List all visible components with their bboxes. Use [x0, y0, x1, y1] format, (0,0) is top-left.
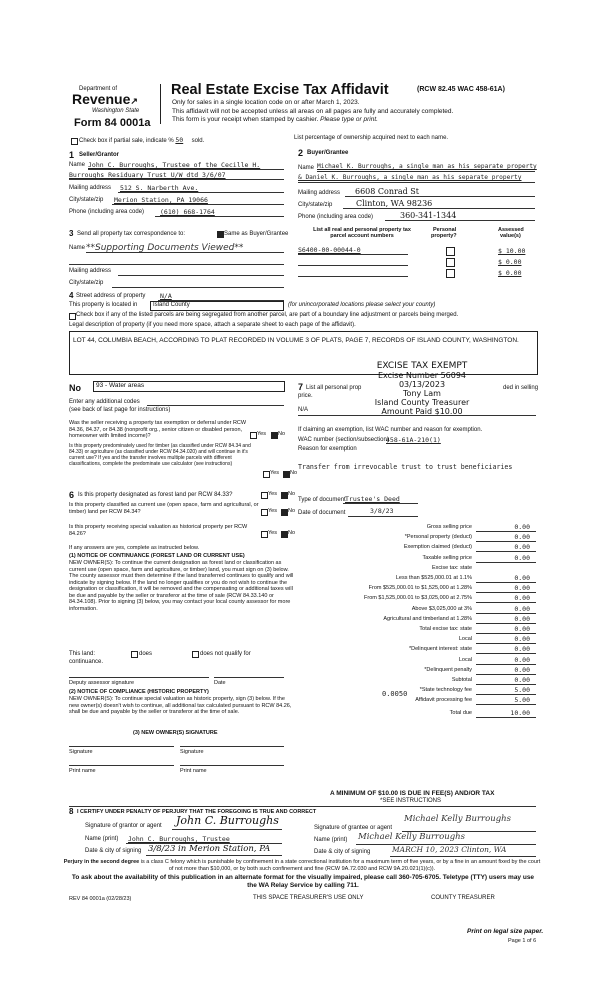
- parcels-header-3: Assessed: [498, 227, 524, 233]
- tax-row-label: From $525,000.01 to $1,525,000 at 1.28%: [368, 585, 472, 592]
- notice-1-title: (1) NOTICE OF CONTINUANCE (FOREST LAND OR CURRENT USE): [69, 553, 245, 559]
- timber-yes-label: Yes: [270, 470, 279, 476]
- land-does-label: does: [139, 651, 153, 657]
- tax-row-value[interactable]: 5.00: [514, 696, 530, 705]
- section-2-number: 2: [298, 148, 304, 158]
- land-does-checkbox[interactable]: [131, 651, 138, 658]
- subtitle-3: This form is your receipt when stamped by cashier. Please type or print.: [172, 116, 378, 123]
- assessed-value-2: $ 0.00: [498, 258, 522, 266]
- correspondence-label: Send all property tax correspondence to:: [77, 231, 186, 237]
- notice-2-body: NEW OWNER(S): To continue special valuation as historic property, sign (3) below. If the new owner(s) doesn't wish to continue, all additional tax calculated pursuant to RCW 84.26, shall be due and payable by the seller or transferor at the time of sale.: [69, 696, 292, 715]
- street-value: N/A: [160, 292, 172, 300]
- exemption-deferral-no-label: No: [278, 431, 286, 437]
- seller-name-label: Name: [69, 162, 86, 168]
- county-select[interactable]: Island County: [150, 301, 284, 311]
- tax-row-label: *State technology fee: [419, 687, 472, 694]
- minimum-notice: A MINIMUM OF $10.00 IS DUE IN FEE(S) AND/OR TAX: [330, 790, 495, 797]
- price-label: price.: [298, 393, 313, 399]
- forest-yes-label: Yes: [268, 491, 277, 497]
- personal-property-checkbox-2[interactable]: [446, 258, 455, 267]
- grantee-name-label: Name (print): [314, 837, 348, 843]
- tax-row-value[interactable]: 10.00: [510, 708, 530, 717]
- buyer-city: Clinton, WA 98236: [356, 199, 433, 208]
- assessed-value-1: $ 10.00: [498, 247, 526, 255]
- timber-no-label: No: [290, 470, 298, 476]
- tax-row-value[interactable]: 0.00: [514, 614, 530, 623]
- stamp-line-4: Tony Lam: [403, 389, 441, 398]
- section-4-number: 4: [69, 291, 74, 300]
- reason-value: Transfer from irrevocable trust to trust beneficiaries: [298, 463, 513, 471]
- section-3-number: 3: [69, 229, 74, 238]
- seller-address: 512 S. Narberth Ave.: [120, 184, 199, 192]
- subtitle-2: This affidavit will not be accepted unless all areas on all pages are fully and accurately completed.: [172, 108, 454, 115]
- tax-row-label: Subtotal: [451, 677, 472, 683]
- forest-no-label: No: [288, 491, 296, 497]
- section-8-number: 8: [69, 807, 74, 816]
- tax-row-value[interactable]: 5.00: [514, 686, 530, 695]
- legal-description-text: LOT 44, COLUMBIA BEACH, ACCORDING TO PLAT RECORDED IN VOLUME 3 OF PLATS, PAGE 7, RECORDS OF ISLAND COUNTY, WASHINGTON.: [73, 337, 519, 344]
- tax-row-label: *Delinquent penalty: [424, 666, 472, 673]
- form-revision: REV 84 0001a (02/28/23): [69, 896, 132, 902]
- county-label: This property is located in: [69, 302, 138, 308]
- logo-swoosh-icon: ↗: [130, 96, 138, 106]
- notice-3-title: (3) NEW OWNER(S) SIGNATURE: [133, 730, 218, 736]
- land-does-not-checkbox[interactable]: [192, 651, 199, 658]
- tax-row-value[interactable]: 0.00: [514, 594, 530, 603]
- supporting-docs-overlay: **Supporting Documents Viewed**: [86, 243, 244, 253]
- land-use-select[interactable]: 93 - Water areas: [93, 381, 285, 392]
- assessed-value-3: $ 0.00: [498, 269, 522, 277]
- page-number: Page 1 of 6: [508, 938, 537, 944]
- tax-row-value[interactable]: 0.00: [514, 665, 530, 674]
- parcels-header-3b: value(s): [500, 233, 521, 239]
- historic-no[interactable]: [281, 531, 288, 538]
- grantor-name: John C. Burroughs, Trustee: [128, 835, 230, 843]
- personal-property-label: List all personal prop: [306, 385, 362, 391]
- notice-1-body: NEW OWNER(S): To continue the current designation as forest land or classification as current use (open space, farm and agriculture, or timber) land, you must sign on (3) below. The county assessor must then determine if the land transferred continues to qualify and will indicate by signing below. If the land no longer qualifies or you do not wish to continue the designation or classification, it will be removed and the compensating or additional taxes will be due and payable by the seller or transferor at the time of sale (RCW 84.33.140 or 84.34.108). Prior to signing (3) below, you may contact your local county assessor for more information.: [69, 560, 294, 612]
- forest-yes[interactable]: [261, 492, 268, 499]
- tax-row-value[interactable]: 0.00: [514, 625, 530, 633]
- doc-type-value: Trustee's Deed: [345, 495, 400, 503]
- current-use-yes[interactable]: [261, 509, 268, 516]
- tax-row-label: Exemption claimed (deduct): [403, 544, 472, 551]
- owner-print-name-label-1: Print name: [69, 768, 96, 774]
- tax-row-value[interactable]: 0.00: [514, 543, 530, 552]
- segregate-checkbox[interactable]: [69, 313, 76, 320]
- timber-question: Is this property predominately used for timber (as classified under RCW 84.34 and 84.33) or agriculture (as classified under RCW 84.34.020) and will continue in it's current use? If yes and the transfer involves multiple parcels with different classifications, complete the predominate use calculator (see instructions): [69, 443, 251, 467]
- section-7-number: 7: [298, 382, 304, 392]
- form-title: Real Estate Excise Tax Affidavit: [171, 82, 389, 98]
- timber-no[interactable]: [283, 471, 290, 478]
- buyer-heading: Buyer/Grantee: [307, 150, 349, 156]
- legal-description-label: Legal description of property (if you need more space, attach a separate sheet to each page of the affidavit).: [69, 322, 356, 328]
- grantor-signature: John C. Burroughs: [176, 814, 279, 827]
- tax-row-label: Above $3,025,000 at 3%: [411, 605, 472, 612]
- historic-no-label: No: [288, 530, 296, 536]
- rcw-reference: (RCW 82.45 WAC 458-61A): [417, 86, 505, 93]
- land-does-not-label: does not qualify for: [200, 651, 251, 657]
- tax-row-value[interactable]: 0.00: [514, 676, 530, 684]
- exemption-claim-note: If claiming an exemption, list WAC number and reason for exemption.: [298, 427, 483, 433]
- seller-heading: Seller/Grantor: [79, 152, 120, 158]
- tax-row-label: From $1,525,000.01 to $3,025,000 at 2.75%: [364, 595, 472, 602]
- buyer-phone-label: Phone (including area code): [298, 214, 374, 220]
- seller-phone: (610) 668-1764: [160, 208, 215, 216]
- perjury-notice: Perjury in the second degree is a class C felony which is punishable by confinement in a state correctional institution for a maximum term of five years, or by a fine in an amount fixed by the court of not more than $10,000, or by both such confinement and fine (RCW 9A.72.030 and RCW 9A.20.021(1)(c)).: [63, 859, 541, 872]
- legal-paper-note: Print on legal size paper.: [467, 928, 544, 935]
- answers-note: If any answers are yes, complete as instructed below.: [69, 545, 200, 551]
- continuance-label: continuance.: [69, 659, 104, 665]
- seller-city-label: City/state/zip: [69, 197, 104, 203]
- seller-address-label: Mailing address: [69, 185, 112, 191]
- stamp-line-2: Excise Number 56094: [377, 371, 467, 380]
- parcels-header-1: List all real and personal property tax: [313, 227, 411, 233]
- tax-row-label: *Personal property (deduct): [404, 534, 472, 541]
- owner-signature-label-1: Signature: [69, 749, 93, 755]
- wac-number: 458-61A-210(1): [386, 436, 441, 444]
- segregate-label: Check box if any of the listed parcels are being segregated from another parcel, are part of a boundary line adjustment or parcels being merged.: [76, 312, 459, 318]
- seller-city: Merion Station, PA 19066: [114, 196, 208, 204]
- accessibility-notice: To ask about the availability of this publication in an alternate format for the visually impaired, please call 360-705-6705. Teletype (TTY) users may use the WA Relay Service by calling 711.: [71, 874, 535, 889]
- revenue-logo: Revenue↗: [72, 91, 138, 107]
- stamp-line-3: 03/13/2023: [398, 380, 446, 389]
- grantor-date-city: 3/8/23 in Merion Station, PA: [148, 844, 271, 854]
- grantee-date-city: MARCH 10, 2023 Clinton, WA: [392, 845, 507, 854]
- buyer-name-label: Name: [298, 165, 315, 171]
- buyer-address-label: Mailing address: [298, 190, 341, 196]
- tax-row-label: Total due: [449, 709, 472, 716]
- section-5-number: No: [69, 383, 81, 393]
- grantor-date-label: Date & city of signing: [85, 848, 142, 854]
- header-divider: [160, 84, 161, 124]
- historic-yes-label: Yes: [268, 530, 277, 536]
- stamp-line-5: Island County Treasurer: [374, 398, 470, 407]
- personal-property-checkbox-1[interactable]: [446, 247, 455, 256]
- see-instructions: *SEE INSTRUCTIONS: [380, 798, 442, 804]
- corr-name-label: Name: [69, 245, 86, 251]
- treasurer-use-only: THIS SPACE TREASURER'S USE ONLY: [253, 895, 364, 901]
- tax-row-label: Local: [458, 636, 472, 643]
- county-note: (for unincorporated locations please select your county): [288, 302, 436, 308]
- exemption-deferral-no[interactable]: [271, 432, 278, 439]
- parcels-header-2: Personal: [433, 227, 457, 233]
- form-number: Form 84 0001a: [74, 117, 151, 129]
- this-land-label: This land:: [69, 651, 96, 657]
- buyer-name-line1: Michael K. Burroughs, a single man as his separate property: [317, 163, 537, 170]
- grantee-signature: Michael Kelly Burroughs: [404, 814, 511, 824]
- exemption-deferral-question: Was the seller receiving a property tax exemption or deferral under RCW 84.36, 84.37, or 84.38 (nonprofit org., senior citizen or disabled person, homeowner with limited income)?: [69, 420, 247, 439]
- tax-row-value[interactable]: 0.00: [514, 533, 530, 542]
- exempt-stamp: [352, 361, 492, 416]
- grantee-date-label: Date & city of signing: [314, 849, 371, 855]
- tax-row-value[interactable]: 0.00: [514, 553, 530, 562]
- deputy-date-label: Date: [214, 680, 226, 686]
- seller-name-line1: John C. Burroughs, Trustee of the Cecille H.: [88, 161, 261, 169]
- tax-row-label: Affidavit processing fee: [415, 697, 472, 704]
- current-use-yes-label: Yes: [268, 508, 277, 514]
- forest-land-question: Is this property designated as forest land per RCW 84.33?: [78, 492, 233, 498]
- partial-sale-label: Check box if partial sale, indicate % 50 sold.: [79, 136, 205, 144]
- parcels-header-2b: property?: [431, 233, 457, 239]
- reason-label: Reason for exemption: [298, 446, 357, 452]
- tax-row-label: Taxable selling price: [422, 554, 472, 561]
- owner-signature-label-2: Signature: [180, 749, 204, 755]
- grantee-name: Michael Kelly Burroughs: [358, 832, 465, 842]
- ownership-note: List percentage of ownership acquired next to each name.: [294, 135, 449, 141]
- corr-address-label: Mailing address: [69, 268, 112, 274]
- buyer-city-label: City/state/zip: [298, 202, 333, 208]
- local-rate: 0.0050: [382, 690, 408, 698]
- additional-codes-note: (see back of last page for instructions): [69, 407, 171, 413]
- seller-phone-label: Phone (including area code): [69, 209, 145, 215]
- tax-row-value[interactable]: 0.00: [514, 523, 530, 531]
- tax-row-value[interactable]: 0.00: [514, 645, 530, 654]
- tax-row-label: Excise tax: state: [431, 564, 472, 571]
- current-use-question: Is this property classified as current use (open space, farm and agricultural, or timber) land per RCW 84.34?: [69, 502, 259, 515]
- same-as-buyer-checkbox[interactable]: [217, 231, 224, 238]
- tax-row-label: Gross selling price: [426, 524, 472, 530]
- tax-row-value[interactable]: 0.00: [514, 604, 530, 613]
- forest-no[interactable]: [281, 492, 288, 499]
- tax-row-label: Less than $525,000.01 at 1.1%: [395, 575, 472, 581]
- personal-property-checkbox-3[interactable]: [446, 269, 455, 278]
- current-use-no[interactable]: [281, 509, 288, 516]
- buyer-address: 6608 Conrad St: [355, 187, 419, 196]
- same-as-buyer-label: Same as Buyer/Grantee: [224, 231, 289, 237]
- exemption-deferral-yes-label: Yes: [257, 431, 266, 437]
- personal-property-value: N/A: [298, 407, 309, 413]
- subtitle-1: Only for sales in a single location code on or after March 1, 2023.: [172, 99, 360, 106]
- timber-yes[interactable]: [263, 471, 270, 478]
- corr-city-label: City/state/zip: [69, 280, 104, 286]
- street-label: Street address of property: [76, 293, 146, 299]
- personal-property-label-tail: ded in selling: [503, 385, 539, 391]
- tax-row-value[interactable]: 0.00: [514, 574, 530, 582]
- doc-date-label: Date of document: [298, 510, 346, 516]
- section-6-number: 6: [69, 490, 75, 500]
- wa-state-label: Washington State: [92, 108, 140, 114]
- tax-row-value[interactable]: 0.00: [514, 655, 530, 664]
- wac-label: WAC number (section/subsection): [298, 437, 389, 443]
- dept-of-label: Department of: [79, 86, 118, 92]
- grantor-signature-label: Signature of grantor or agent: [85, 823, 162, 829]
- grantee-signature-label: Signature of grantee or agent: [314, 825, 393, 831]
- current-use-no-label: No: [288, 508, 296, 514]
- county-treasurer: COUNTY TREASURER: [431, 895, 495, 901]
- owner-print-name-label-2: Print name: [180, 768, 207, 774]
- stamp-line-1: EXCISE TAX EXEMPT: [376, 361, 468, 371]
- stamp-line-6: Amount Paid $10.00: [381, 407, 463, 416]
- additional-codes-label: Enter any additional codes: [69, 399, 140, 405]
- historic-question: Is this property receiving special valuation as historical property per RCW 84.26?: [69, 524, 248, 537]
- parcel-number-1: S6400-00-00044-0: [298, 246, 361, 254]
- doc-type-label: Type of document: [298, 497, 346, 503]
- tax-row-label: Local: [458, 656, 472, 663]
- certify-statement: I CERTIFY UNDER PENALTY OF PERJURY THAT THE FOREGOING IS TRUE AND CORRECT: [77, 809, 317, 815]
- tax-row-label: Total excise tax: state: [419, 626, 472, 632]
- tax-row-value[interactable]: 0.00: [514, 584, 530, 593]
- partial-sale-checkbox[interactable]: [71, 138, 78, 145]
- parcels-header-1b: parcel account numbers: [330, 233, 394, 239]
- grantor-name-label: Name (print): [85, 836, 119, 842]
- doc-date-value: 3/8/23: [370, 507, 394, 515]
- notice-2-title: (2) NOTICE OF COMPLIANCE (HISTORIC PROPERTY): [69, 689, 209, 695]
- deputy-signature-label: Deputy assessor signature: [69, 680, 135, 686]
- historic-yes[interactable]: [261, 531, 268, 538]
- tax-row-value[interactable]: 0.00: [514, 635, 530, 644]
- exemption-deferral-yes[interactable]: [250, 432, 257, 439]
- tax-row-label: Agricultural and timberland at 1.28%: [383, 615, 472, 622]
- tax-row-label: *Delinquent interest: state: [409, 646, 472, 653]
- buyer-name-line2: & Daniel K. Burroughs, a single man as his separate property: [298, 174, 522, 181]
- section-1-number: 1: [69, 150, 75, 160]
- buyer-phone: 360-341-1344: [400, 211, 457, 220]
- seller-name-line2: Burroughs Residuary Trust U/W dtd 3/6/07: [69, 171, 226, 179]
